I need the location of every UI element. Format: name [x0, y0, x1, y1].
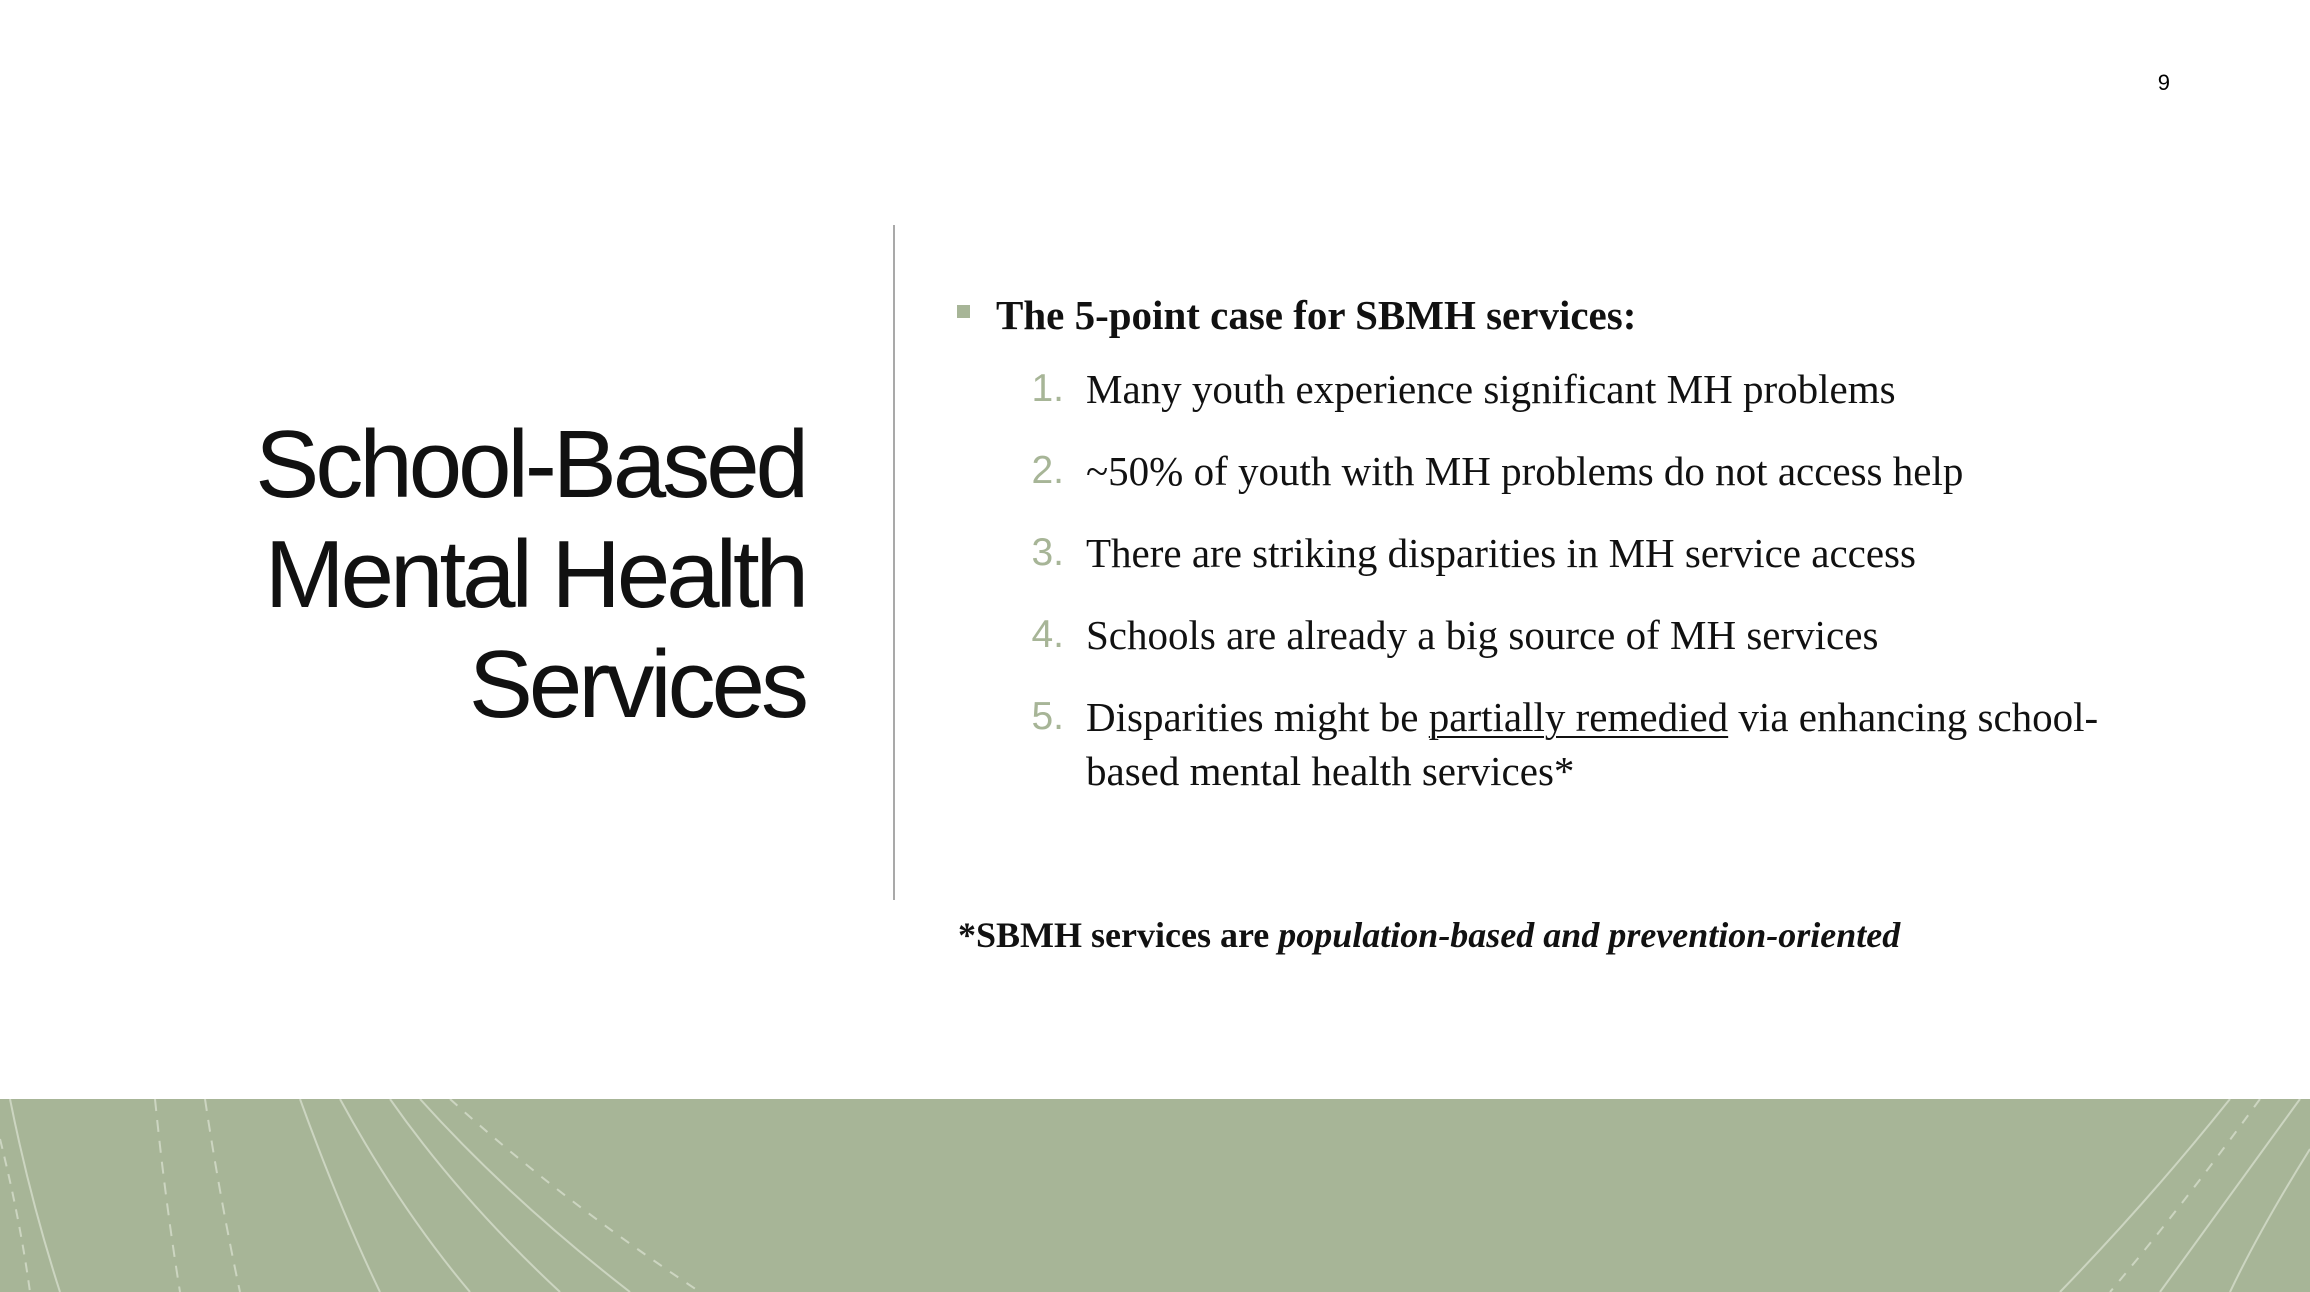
- list-item: [955, 526, 2255, 580]
- footnote-italic: population-based and prevention-oriented: [1278, 915, 1901, 955]
- list-item-text: ~50% of youth with MH problems do not access help: [1086, 448, 1964, 494]
- list-item-text: Schools are already a big source of MH services: [1086, 612, 1879, 658]
- list-item: [955, 444, 2255, 498]
- content-body: [955, 290, 2255, 826]
- list-item-text: [1086, 690, 2186, 798]
- footnote-bold: *SBMH services are: [958, 915, 1279, 955]
- list-item: [955, 690, 2255, 798]
- list-item-text: Many youth experience significant MH problems: [1086, 366, 1896, 412]
- list-item: [955, 608, 2255, 662]
- case-heading-text: The 5-point case for SBMH services:: [996, 292, 1637, 338]
- square-bullet-icon: [957, 305, 970, 318]
- footnote: [958, 914, 1900, 956]
- case-heading: [955, 290, 2255, 340]
- decorative-arcs: [0, 1099, 2310, 1292]
- list-item: [955, 362, 2255, 416]
- list-item-text: There are striking disparities in MH service access: [1086, 530, 1916, 576]
- text-segment: via enhancing school-based mental health services*: [1086, 694, 2099, 794]
- underlined-phrase: partially remedied: [1428, 694, 1729, 740]
- page-number: 9: [2157, 70, 2170, 95]
- text-segment: Disparities might be: [1086, 694, 1429, 740]
- title-line: School-Based: [255, 411, 805, 518]
- slide-title: [105, 410, 805, 740]
- list-number: 5.: [1031, 695, 1064, 738]
- list-number: 1.: [1031, 367, 1064, 410]
- list-number: 4.: [1031, 613, 1064, 656]
- list-number: 3.: [1031, 531, 1064, 574]
- title-line: Services: [468, 631, 805, 738]
- vertical-divider: [893, 225, 895, 900]
- list-number: 2.: [1031, 449, 1064, 492]
- title-line: Mental Health: [264, 521, 805, 628]
- points-list: [955, 362, 2255, 798]
- decorative-footer-band: [0, 1099, 2310, 1292]
